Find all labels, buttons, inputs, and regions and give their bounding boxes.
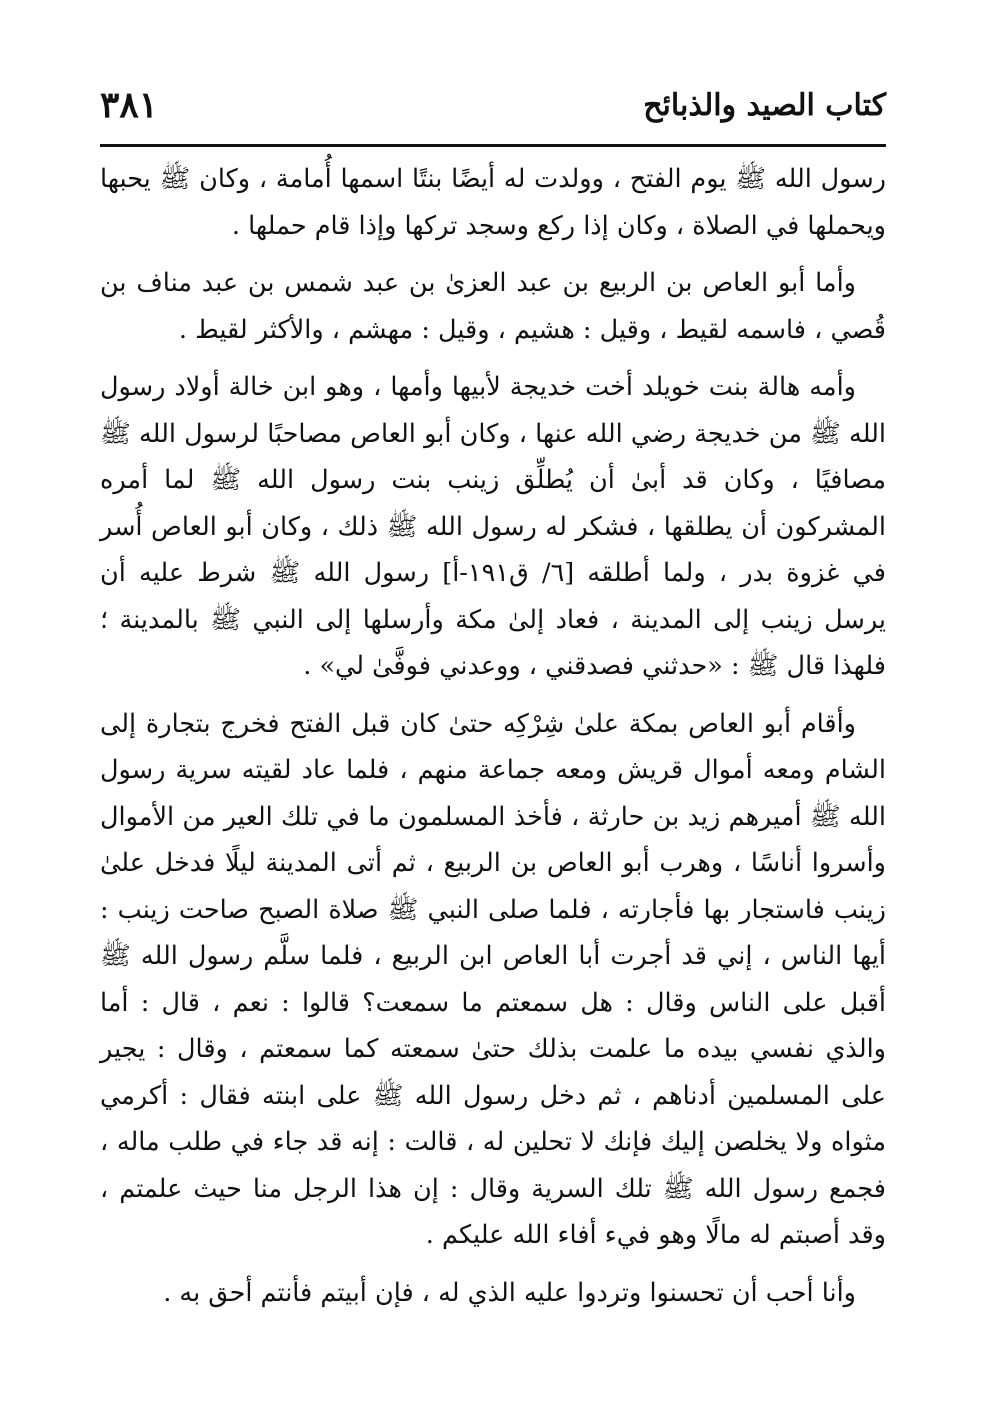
running-head: كتاب الصيد والذبائح bbox=[643, 88, 886, 123]
paragraph: وأما أبو العاص بن الربيع بن عبد العزىٰ بن عبد شمس بن عبد مناف بن قُصي ، فاسمه لقيط ، وقيل : هشيم ، وقيل : مهشم ، والأكثر لقيط . bbox=[100, 268, 886, 345]
paragraph: وأمه هالة بنت خويلد أخت خديجة لأبيها وأمها ، وهو ابن خالة أولاد رسول الله ﷺ من خديجة رضي الله عنها ، وكان أبو العاص مصاحبًا لرسول الله ﷺ مصافيًا ، وكان قد أبىٰ أن يُطلِّق زينب بنت رسول الله ﷺ لما أمره المشركون أن يطلقها ، فشكر له رسول الله ﷺ ذلك ، وكان أبو العاص أُسر في غزوة بدر ، ولما أطلقه [٦/ ق١٩١-أ] رسول الله ﷺ شرط عليه أن يرسل زينب إلى المدينة ، فعاد إلىٰ مكة وأرسلها إلى النبي ﷺ بالمدينة ؛ فلهذا قال ﷺ : «حدثني فصدقني ، ووعدني فوفَّىٰ لي» . bbox=[100, 372, 887, 681]
paragraph: رسول الله ﷺ يوم الفتح ، وولدت له أيضًا بنتًا اسمها أُمامة ، وكان ﷺ يحبها ويحملها في الصلاة ، وكان إذا ركع وسجد تركها وإذا قام حملها . bbox=[100, 164, 886, 241]
page-number: ٣٨١ bbox=[100, 84, 159, 126]
header-rule bbox=[100, 144, 886, 147]
paragraph: وأقام أبو العاص بمكة علىٰ شِرْكِه حتىٰ كان قبل الفتح فخرج بتجارة إلى الشام ومعه أموال قريش ومعه جماعة منهم ، فلما عاد لقيته سرية رسول الله ﷺ أميرهم زيد بن حارثة ، فأخذ المسلمون ما في تلك العير من الأموال وأسروا أناسًا ، وهرب أبو العاص بن الربيع ، ثم أتى المدينة ليلًا فدخل علىٰ زينب فاستجار بها فأجارته ، فلما صلى النبي ﷺ صلاة الصبح صاحت زينب : أيها الناس ، إني قد أجرت أبا العاص ابن الربيع ، فلما سلَّم رسول الله ﷺ أقبل على الناس وقال : هل سمعتم ما سمعت؟ قالوا : نعم ، قال : أما والذي نفسي بيده ما علمت بذلك حتىٰ سمعته كما سمعتم ، وقال : يجير على المسلمين أدناهم ، ثم دخل رسول الله ﷺ على ابنته فقال : أكرمي مثواه ولا يخلصن إليك فإنك لا تحلين له ، قالت : إنه قد جاء في طلب ماله ، فجمع رسول الله ﷺ تلك السرية وقال : إن هذا الرجل منا حيث علمتم ، وقد أصبتم له مالًا وهو فيء أفاء الله عليكم . bbox=[100, 708, 886, 1250]
page-header bbox=[100, 78, 886, 138]
body-text bbox=[100, 156, 886, 1327]
paragraph: وأنا أحب أن تحسنوا وتردوا عليه الذي له ، فإن أبيتم فأنتم أحق به . bbox=[163, 1277, 856, 1308]
